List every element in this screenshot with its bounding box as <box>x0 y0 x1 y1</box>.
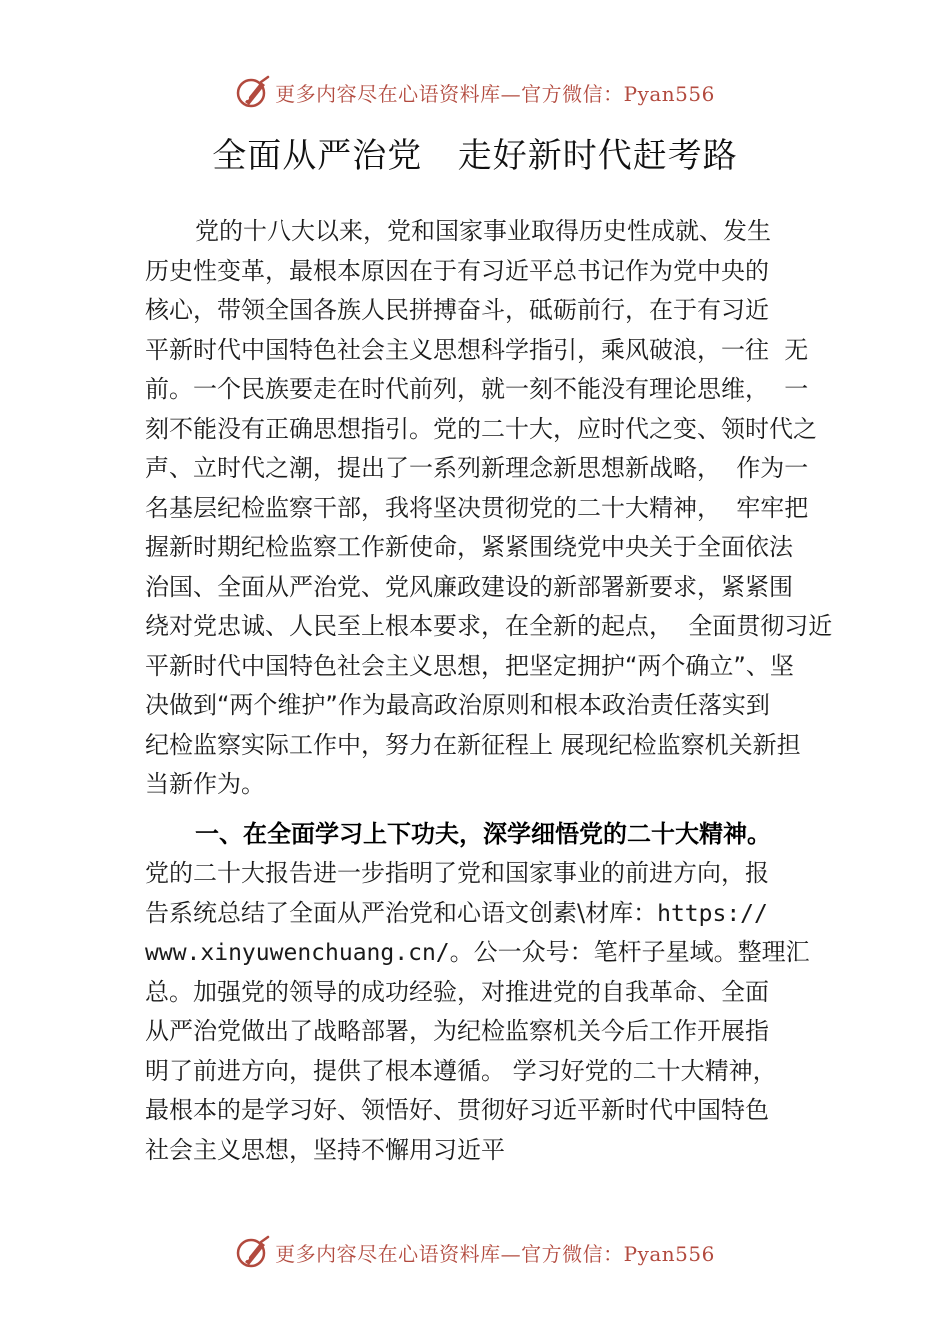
paragraph-line: 历史性变革，最根本原因在于有习近平总书记作为党中央的 <box>145 256 769 285</box>
paragraph-line: 党的二十大报告进一步指明了党和国家事业的前进方向，报 <box>145 859 769 887</box>
paragraph-line: 声、立时代之潮，提出了一系列新理念新思想新战略， 作为一 <box>145 454 809 482</box>
paragraph-line: 最根本的是学习好、领悟好、贯彻好习近平新时代中国特色 <box>145 1096 769 1124</box>
paragraph-line: 握新时期纪检监察工作新使命，紧紧围绕党中央关于全面依法 <box>145 533 793 561</box>
footer-banner <box>0 1230 950 1274</box>
paragraph-line: 前。一个民族要走在时代前列，就一刻不能没有理论思维， 一 <box>145 375 809 403</box>
paragraph-line: 绕对党忠诚、人民至上根本要求，在全新的起点， 全面贯彻习近 <box>145 612 833 640</box>
document-body <box>145 212 845 1170</box>
section-heading: 一、在全面学习上下功夫，深学细悟党的二十大精神。 <box>195 819 771 848</box>
paragraph-line: 社会主义思想，坚持不懈用习近平 <box>145 1135 505 1164</box>
document-title: 全面从严治党 走好新时代赶考路 <box>212 136 738 176</box>
paragraph-line <box>145 933 845 973</box>
url-text: https:// <box>657 900 768 927</box>
paragraph-line: 总。加强党的领导的成功经验，对推进党的自我革命、全面 <box>145 977 769 1006</box>
paragraph-line: 决做到“两个维护”作为最高政治原则和根本政治责任落实到 <box>145 691 770 719</box>
fountain-pen-logo-icon <box>235 74 271 110</box>
banner-text: 更多内容尽在心语资料库—官方微信：Pyan556 <box>275 1241 715 1266</box>
paragraph-text: 告系统总结了全面从严治党和心语文创素\材库： <box>145 898 658 927</box>
paragraph-line: 名基层纪检监察干部，我将坚决贯彻党的二十大精神， 牢牢把 <box>145 493 809 522</box>
banner-text: 更多内容尽在心语资料库—官方微信：Pyan556 <box>275 81 715 106</box>
paragraph-text: 。公一众号：笔杆子星域。整理汇 <box>449 938 810 966</box>
url-text: www.xinyuwenchuang.cn/ <box>145 940 450 966</box>
paragraph-line: 从严治党做出了战略部署，为纪检监察机关今后工作开展指 <box>145 1017 769 1045</box>
paragraph-line: 纪检监察实际工作中，努力在新征程上 展现纪检监察机关新担 <box>145 730 801 759</box>
paragraph-line: 党的十八大以来，党和国家事业取得历史性成就、发生 <box>195 217 771 245</box>
paragraph-line: 平新时代中国特色社会主义思想科学指引，乘风破浪，一往 无 <box>145 335 809 364</box>
paragraph-line <box>145 894 845 934</box>
paragraph-line: 治国、全面从严治党、党风廉政建设的新部署新要求，紧紧围 <box>145 572 793 601</box>
paragraph-line: 平新时代中国特色社会主义思想，把坚定拥护“两个确立”、坚 <box>145 651 794 680</box>
paragraph-line: 核心，带领全国各族人民拼搏奋斗，砥砺前行，在于有习近 <box>145 296 769 324</box>
header-banner <box>0 70 950 114</box>
paragraph-line: 刻不能没有正确思想指引。党的二十大，应时代之变、领时代之 <box>145 414 817 443</box>
fountain-pen-logo-icon <box>235 1234 271 1270</box>
paragraph-line: 当新作为。 <box>145 770 265 798</box>
paragraph-line: 明了前进方向，提供了根本遵循。 学习好党的二十大精神， <box>145 1056 777 1085</box>
